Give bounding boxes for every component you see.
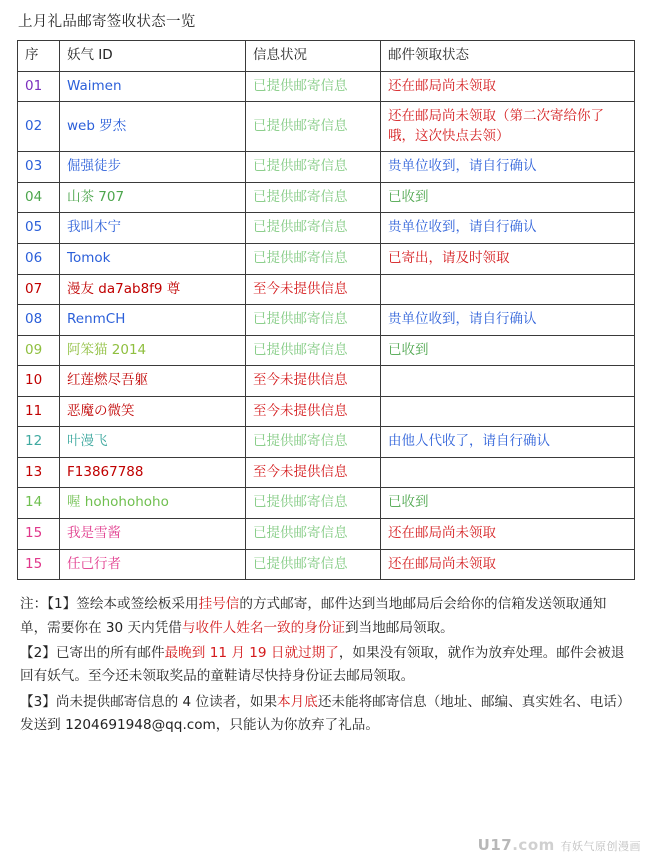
row-user-id: 叶漫飞	[60, 427, 246, 458]
row-info-status: 已提供邮寄信息	[246, 182, 381, 213]
table-body	[18, 71, 635, 580]
row-user-id: 漫友 da7ab8f9 尊	[60, 274, 246, 305]
row-mail-status: 贵单位收到，请自行确认	[381, 152, 635, 183]
mail-status-table	[17, 40, 635, 580]
note-1-highlight-1: 挂号信	[198, 596, 240, 613]
table-row	[18, 549, 635, 580]
row-mail-status	[381, 457, 635, 488]
watermark	[478, 836, 641, 854]
column-header-index: 序	[18, 41, 60, 72]
row-mail-status	[381, 274, 635, 305]
row-index: 05	[18, 213, 60, 244]
note-2-prefix: 【2】已寄出的所有邮件	[20, 644, 165, 661]
row-mail-status: 已收到	[381, 335, 635, 366]
row-info-status: 已提供邮寄信息	[246, 213, 381, 244]
row-index: 07	[18, 274, 60, 305]
table-row	[18, 335, 635, 366]
row-user-id: web 罗杰	[60, 102, 246, 152]
row-user-id: F13867788	[60, 457, 246, 488]
table-row	[18, 366, 635, 397]
row-index: 09	[18, 335, 60, 366]
note-2-highlight-1: 最晚到 11 月 19 日就过期了	[164, 644, 339, 661]
row-mail-status: 已收到	[381, 182, 635, 213]
row-mail-status: 贵单位收到，请自行确认	[381, 213, 635, 244]
table-row	[18, 71, 635, 102]
row-index: 01	[18, 71, 60, 102]
row-index: 15	[18, 519, 60, 550]
row-index: 15	[18, 549, 60, 580]
note-1-prefix: 注：【1】签绘本或签绘板采用	[20, 596, 199, 613]
row-index: 10	[18, 366, 60, 397]
row-info-status: 已提供邮寄信息	[246, 549, 381, 580]
note-3-tail: 还未能将邮寄信息（地址、邮编、真实姓名、电话）发送到 1204691948@qq.com，只能认为你放弃了礼品。	[20, 693, 624, 733]
row-user-id: 恶魔の微笑	[60, 396, 246, 427]
note-3	[20, 691, 629, 738]
table-row	[18, 274, 635, 305]
row-index: 06	[18, 243, 60, 274]
table-row	[18, 519, 635, 550]
row-info-status: 已提供邮寄信息	[246, 488, 381, 519]
row-index: 14	[18, 488, 60, 519]
row-user-id: 任己行者	[60, 549, 246, 580]
row-index: 12	[18, 427, 60, 458]
row-user-id: 红莲燃尽吾躯	[60, 366, 246, 397]
row-info-status: 至今未提供信息	[246, 274, 381, 305]
row-info-status: 已提供邮寄信息	[246, 71, 381, 102]
note-2	[20, 642, 629, 689]
row-index: 08	[18, 305, 60, 336]
row-info-status: 已提供邮寄信息	[246, 152, 381, 183]
row-info-status: 已提供邮寄信息	[246, 305, 381, 336]
row-user-id: RenmCH	[60, 305, 246, 336]
row-info-status: 至今未提供信息	[246, 457, 381, 488]
table-header-row	[18, 41, 635, 72]
note-3-prefix: 【3】尚未提供邮寄信息的 4 位读者，如果	[20, 693, 278, 710]
row-info-status: 至今未提供信息	[246, 366, 381, 397]
column-header-info: 信息状况	[246, 41, 381, 72]
row-info-status: 已提供邮寄信息	[246, 427, 381, 458]
row-user-id: 我叫木宁	[60, 213, 246, 244]
row-index: 04	[18, 182, 60, 213]
row-info-status: 已提供邮寄信息	[246, 335, 381, 366]
note-2-tail: ，如果没有领取，就作为放弃处理。邮件会被退回有妖气。至今还未领取奖品的童鞋请尽快持身份证去邮局领取。	[20, 644, 625, 685]
table-row	[18, 305, 635, 336]
column-header-id: 妖气 ID	[60, 41, 246, 72]
row-index: 13	[18, 457, 60, 488]
table-row	[18, 213, 635, 244]
row-user-id: 喔 hohohohoho	[60, 488, 246, 519]
table-row	[18, 182, 635, 213]
note-1	[20, 593, 629, 640]
row-user-id: Waimen	[60, 71, 246, 102]
table-row	[18, 396, 635, 427]
row-info-status: 已提供邮寄信息	[246, 102, 381, 152]
table-row	[18, 488, 635, 519]
row-mail-status: 已寄出，请及时领取	[381, 243, 635, 274]
table-row	[18, 152, 635, 183]
watermark-sub: .com	[512, 836, 555, 854]
row-info-status: 已提供邮寄信息	[246, 243, 381, 274]
page-title: 上月礼品邮寄签收状态一览	[18, 14, 196, 30]
row-user-id: 山茶 707	[60, 182, 246, 213]
note-1-middle: 的方式邮寄，邮件达到当地邮局后会给你的信箱发送领取通知单，需要你在 30 天内凭借	[20, 596, 607, 636]
row-index: 11	[18, 396, 60, 427]
watermark-tagline: 有妖气原创漫画	[560, 840, 641, 853]
row-info-status: 已提供邮寄信息	[246, 519, 381, 550]
row-mail-status	[381, 366, 635, 397]
table-header	[18, 41, 635, 72]
note-3-highlight-1: 本月底	[277, 693, 318, 710]
notes-section	[20, 593, 629, 737]
note-1-tail: 到当地邮局领取。	[345, 619, 454, 636]
row-mail-status: 贵单位收到，请自行确认	[381, 305, 635, 336]
row-index: 03	[18, 152, 60, 183]
row-mail-status: 还在邮局尚未领取（第二次寄给你了哦，这次快点去领）	[381, 102, 635, 152]
row-info-status: 至今未提供信息	[246, 396, 381, 427]
row-mail-status: 还在邮局尚未领取	[381, 71, 635, 102]
table-row	[18, 102, 635, 152]
row-user-id: Tomok	[60, 243, 246, 274]
row-mail-status: 由他人代收了，请自行确认	[381, 427, 635, 458]
row-mail-status: 还在邮局尚未领取	[381, 519, 635, 550]
row-user-id: 倔强徒步	[60, 152, 246, 183]
row-user-id: 阿笨猫 2014	[60, 335, 246, 366]
column-header-mail: 邮件领取状态	[381, 41, 635, 72]
row-mail-status: 已收到	[381, 488, 635, 519]
row-user-id: 我是雪酱	[60, 519, 246, 550]
row-mail-status: 还在邮局尚未领取	[381, 549, 635, 580]
watermark-main: U17	[477, 836, 513, 854]
row-mail-status	[381, 396, 635, 427]
table-row	[18, 427, 635, 458]
table-row	[18, 243, 635, 274]
row-index: 02	[18, 102, 60, 152]
table-row	[18, 457, 635, 488]
note-1-highlight-2: 与收件人姓名一致的身份证	[181, 619, 346, 636]
